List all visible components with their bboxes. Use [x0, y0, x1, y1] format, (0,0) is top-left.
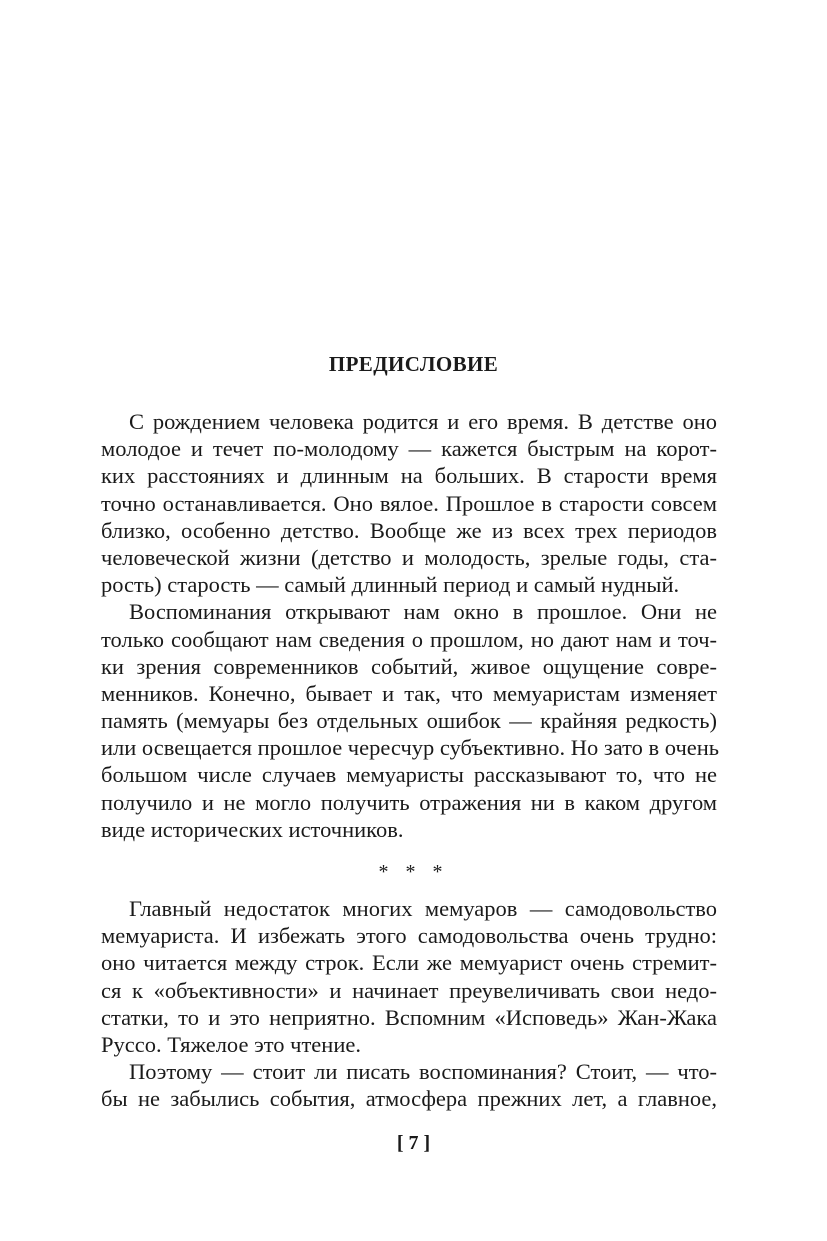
paragraph: [101, 408, 717, 598]
text-line: С рождением человека родится и его время. В детстве оно: [129, 409, 717, 434]
text-line: Главный недостаток многих мемуаров — самодовольство: [129, 896, 717, 921]
body-text-after-separator: [101, 895, 717, 1113]
text-line: близко, особенно детство. Вообще же из всех трех периодов: [101, 517, 717, 543]
text-line: память (мемуары без отдельных ошибок — крайняя редкость): [101, 708, 717, 734]
text-line: ки зрения современников событий, живое ощущение совре-: [101, 653, 717, 679]
text-line: человеческой жизни (детство и молодость, зрелые годы, ста-: [101, 544, 717, 570]
text-line: молодое и течет по-молодому — кажется быстрым на корот-: [101, 436, 717, 462]
paragraph: [101, 1058, 717, 1112]
paragraph: [101, 598, 720, 843]
text-line: Руссо. Тяжелое это чтение.: [101, 1031, 361, 1057]
chapter-heading: ПРЕДИСЛОВИЕ: [328, 352, 499, 376]
paragraph: [101, 895, 717, 1058]
text-line: ся к «объективности» и начинает преувеличивать свои недо-: [101, 977, 717, 1003]
text-line: только сообщают нам сведения о прошлом, но дают нам и точ-: [101, 626, 717, 652]
text-line: оно читается между строк. Если же мемуарист очень стремит-: [101, 950, 717, 976]
section-separator: * * *: [378, 861, 449, 883]
text-line: бы не забылись события, атмосфера прежних лет, а главное,: [101, 1086, 717, 1112]
text-line: мемуариста. И избежать этого самодовольства очень трудно:: [101, 923, 717, 949]
text-line: получило и не могло получить отражения ни в каком другом: [101, 789, 717, 815]
text-line: рость) старость — самый длинный период и самый нудный.: [101, 572, 680, 598]
text-line: Поэтому — стоит ли писать воспоминания? Стоит, — что-: [129, 1059, 717, 1085]
text-line: ких расстояниях и длинным на больших. В старости время: [101, 463, 717, 489]
text-line: статки, то и это неприятно. Вспомним «Исповедь» Жан-Жака: [101, 1004, 717, 1030]
body-text-before-separator: [101, 408, 720, 843]
page-number: [ 7 ]: [396, 1132, 431, 1154]
text-line: большом числе случаев мемуаристы рассказывают то, что не: [101, 762, 717, 788]
text-line: точно останавливается. Оно вялое. Прошлое в старости совсем: [101, 490, 717, 516]
text-line: менников. Конечно, бывает и так, что мемуаристам изменяет: [101, 680, 717, 706]
text-line: или освещается прошлое чересчур субъективно. Но зато в очень: [101, 735, 720, 761]
text-line: виде исторических источников.: [101, 816, 404, 842]
text-line: Воспоминания открывают нам окно в прошлое. Они не: [129, 599, 717, 625]
